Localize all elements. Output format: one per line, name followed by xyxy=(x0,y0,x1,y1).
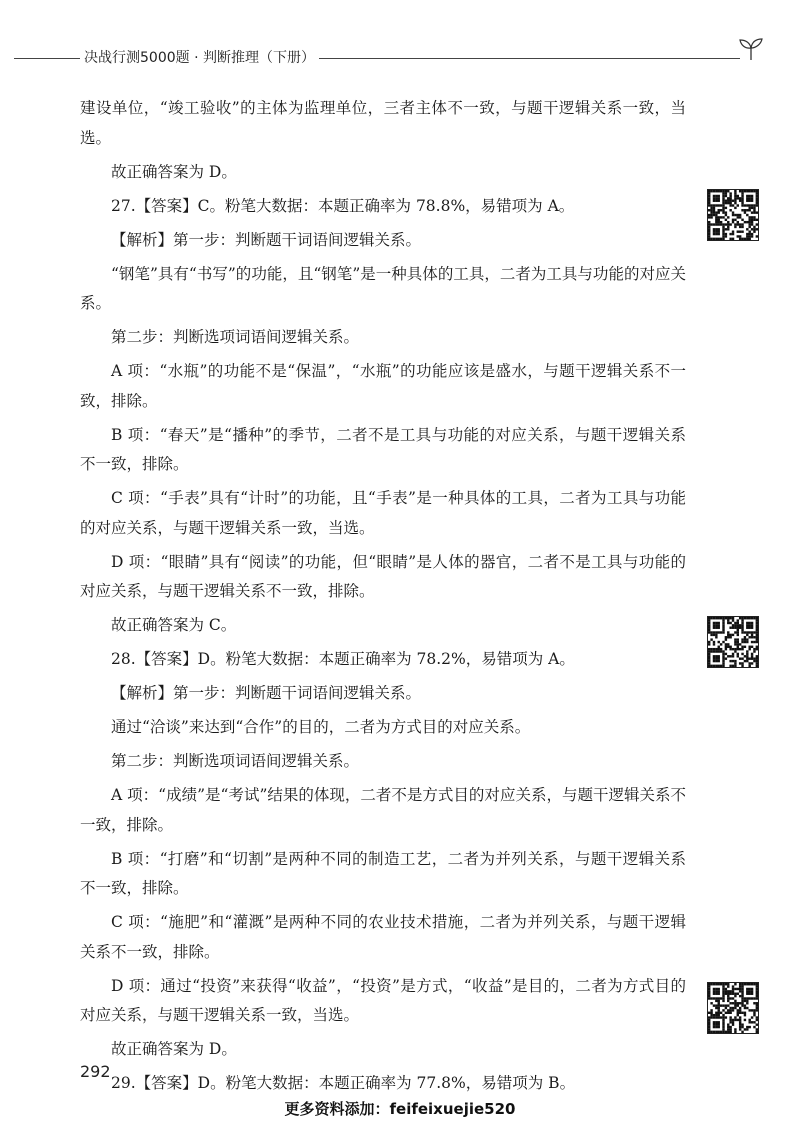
paragraph: B 项：“春天”是“播种”的季节，二者不是工具与功能的对应关系，与题干逻辑关系不一致，排除。 xyxy=(80,425,686,473)
running-header xyxy=(0,38,800,74)
book-title: 决战行测5000题 · 判断推理（下册） xyxy=(80,47,319,69)
paragraph: 【解析】第一步：判断题干词语间逻辑关系。 xyxy=(111,684,422,702)
footer-contact-note: 更多资料添加：feifeixuejie520 xyxy=(284,1100,516,1118)
header-rule-left xyxy=(14,58,80,59)
paragraph: 29.【答案】D。粉笔大数据：本题正确率为 77.8%，易错项为 B。 xyxy=(111,1074,576,1092)
paragraph: 27.【答案】C。粉笔大数据：本题正确率为 78.8%，易错项为 A。 xyxy=(111,196,575,215)
paragraph: 故正确答案为 D。 xyxy=(111,1040,237,1058)
qr-code-icon[interactable] xyxy=(707,616,759,668)
paragraph: A 项：“成绩”是“考试”结果的体现，二者不是方式目的对应关系，与题干逻辑关系不一致，排除。 xyxy=(80,786,686,834)
page-number: 292 xyxy=(80,1062,111,1081)
paragraph: A 项：“水瓶”的功能不是“保温”，“水瓶”的功能应该是盛水，与题干逻辑关系不一致，排除。 xyxy=(80,362,686,410)
paragraph: C 项：“施肥”和“灌溉”是两种不同的农业技术措施，二者为并列关系，与题干逻辑关系不一致，排除。 xyxy=(80,913,686,961)
answer-explanations xyxy=(80,94,686,1103)
paragraph: B 项：“打磨”和“切割”是两种不同的制造工艺，二者为并列关系，与题干逻辑关系不一致，排除。 xyxy=(80,849,686,897)
paragraph: 建设单位，“竣工验收”的主体为监理单位，三者主体不一致，与题干逻辑关系一致，当选。 xyxy=(80,99,686,147)
paragraph: 28.【答案】D。粉笔大数据：本题正确率为 78.2%，易错项为 A。 xyxy=(111,650,575,668)
paragraph: 第二步：判断选项词语间逻辑关系。 xyxy=(111,328,360,346)
paragraph: D 项：“眼睛”具有“阅读”的功能，但“眼睛”是人体的器官，二者不是工具与功能的对应关系，与题干逻辑关系不一致，排除。 xyxy=(80,552,686,600)
paragraph: C 项：“手表”具有“计时”的功能，且“手表”是一种具体的工具，二者为工具与功能的对应关系，与题干逻辑关系一致，当选。 xyxy=(80,489,686,537)
paragraph: 第二步：判断选项词语间逻辑关系。 xyxy=(111,752,360,770)
paragraph: 故正确答案为 D。 xyxy=(111,162,237,181)
sprout-icon xyxy=(736,38,766,62)
paragraph: D 项：通过“投资”来获得“收益”，“投资”是方式，“收益”是目的，二者为方式目的对应关系，与题干逻辑关系一致，当选。 xyxy=(80,976,686,1024)
paragraph: 通过“洽谈”来达到“合作”的目的，二者为方式目的对应关系。 xyxy=(111,718,531,736)
paragraph: “钢笔”具有“书写”的功能，且“钢笔”是一种具体的工具，二者为工具与功能的对应关系。 xyxy=(80,264,686,312)
header-rule-right xyxy=(300,58,740,59)
qr-code-icon[interactable] xyxy=(707,189,759,241)
paragraph: 故正确答案为 C。 xyxy=(111,616,237,634)
paragraph: 【解析】第一步：判断题干词语间逻辑关系。 xyxy=(111,230,422,249)
qr-code-icon[interactable] xyxy=(707,982,759,1034)
